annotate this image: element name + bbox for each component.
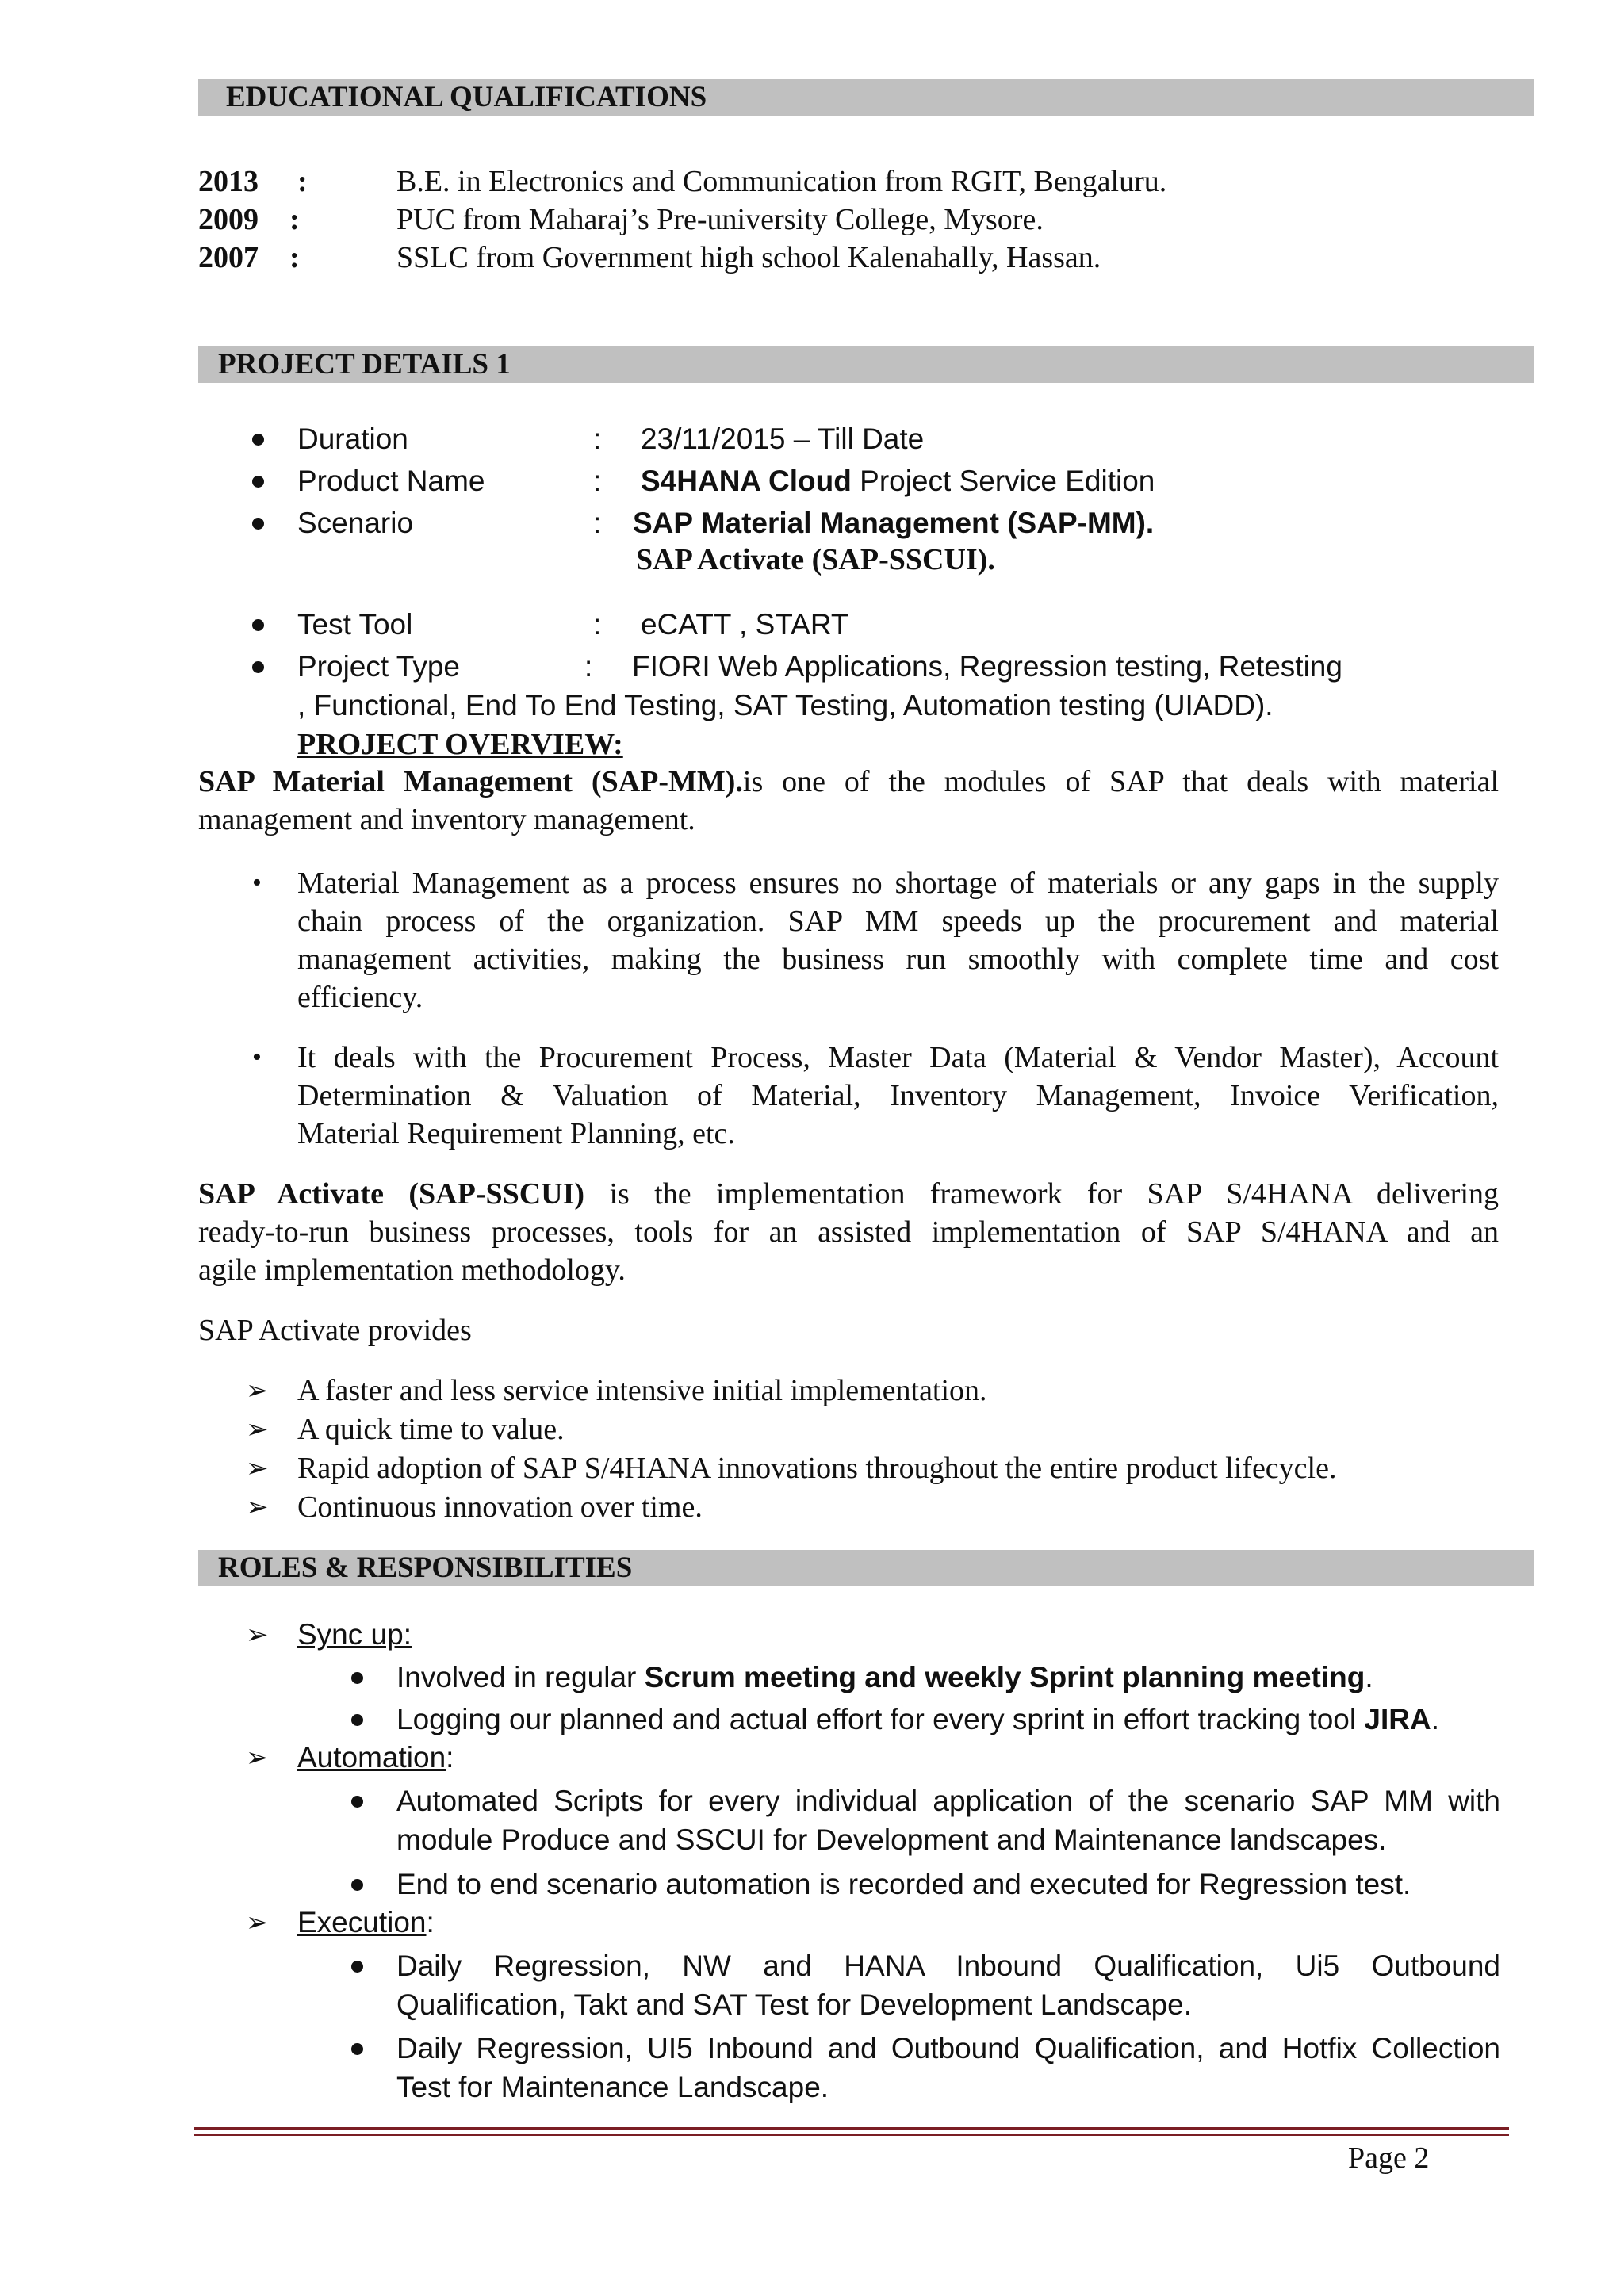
arrow-bullet-icon: ➢: [246, 1491, 269, 1523]
sync-item-1-pre: Involved in regular: [396, 1661, 645, 1693]
edu-sep: :: [289, 241, 300, 274]
sync-item-2-pre: Logging our planned and actual effort for every sprint in effort tracking tool: [396, 1703, 1365, 1735]
b1-line-2: chain process of the organization. SAP MM speeds up the procurement and material: [297, 905, 1499, 938]
scenario-label: Scenario: [297, 507, 414, 539]
product-label: Product Name: [297, 465, 485, 497]
auto-item-1-line-2: module Produce and SSCUI for Development and Maintenance landscapes.: [396, 1823, 1387, 1856]
arrow-bullet-icon: ➢: [246, 1452, 269, 1484]
product-value-bold: S4HANA Cloud: [641, 465, 852, 497]
bullet-icon: [252, 434, 264, 446]
exec-item-1-line-2: Qualification, Takt and SAT Test for Development Landscape.: [396, 1988, 1193, 2021]
bullet-icon: •: [252, 1043, 262, 1072]
b1-line-3: management activities, making the business run smoothly with complete time and cost: [297, 943, 1499, 976]
b1-line-4: efficiency.: [297, 981, 423, 1014]
page-number: Page 2: [1348, 2141, 1430, 2175]
bullet-icon: [252, 476, 264, 488]
footer-rule-thin: [194, 2134, 1509, 2136]
mm-line-2: management and inventory management.: [198, 803, 695, 836]
sync-label: Sync up:: [297, 1618, 412, 1651]
mm-line-1-rest: is one of the modules of SAP that deals with material: [742, 765, 1500, 798]
mm-line-1: [198, 763, 1499, 801]
b1-line-1: Material Management as a process ensures no shortage of materials or any gaps in the supply: [297, 867, 1499, 900]
edu-year-2013: 2013: [198, 165, 259, 198]
b2-line-2: Determination & Valuation of Material, Inventory Management, Invoice Verification,: [297, 1079, 1499, 1112]
auto-item-1-line-1: Automated Scripts for every individual application of the scenario SAP MM with: [396, 1785, 1500, 1817]
arrow-bullet-icon: ➢: [246, 1414, 269, 1445]
execution-label: Execution: [297, 1906, 427, 1938]
colon: :: [593, 507, 602, 539]
colon: :: [593, 608, 602, 641]
edu-text-2007: SSLC from Government high school Kalenahally, Hassan.: [396, 241, 1101, 274]
provides-item-4: Continuous innovation over time.: [297, 1490, 703, 1524]
project-heading: PROJECT DETAILS 1: [218, 348, 511, 381]
b2-line-1: It deals with the Procurement Process, Master Data (Material & Vendor Master), Account: [297, 1041, 1499, 1074]
overview-heading: PROJECT OVERVIEW:: [297, 728, 623, 761]
roles-heading: ROLES & RESPONSIBILITIES: [218, 1552, 633, 1584]
scenario-value-1: SAP Material Management (SAP-MM).: [633, 507, 1155, 539]
sync-item-2-bold: JIRA: [1364, 1703, 1431, 1735]
edu-text-2009: PUC from Maharaj’s Pre-university College, Mysore.: [396, 203, 1044, 236]
bullet-icon: [252, 661, 264, 673]
arrow-bullet-icon: ➢: [246, 1619, 269, 1651]
sync-item-2-post: .: [1431, 1703, 1439, 1735]
auto-item-2: End to end scenario automation is recorded and executed for Regression test.: [396, 1868, 1411, 1900]
execution-colon: :: [426, 1906, 435, 1938]
type-value-2: , Functional, End To End Testing, SAT Testing, Automation testing (UIADD).: [297, 689, 1274, 721]
edu-sep: :: [289, 203, 300, 236]
bullet-icon: •: [252, 868, 262, 897]
execution-label-line: [297, 1904, 435, 1942]
testtool-label: Test Tool: [297, 608, 413, 641]
edu-sep: :: [297, 165, 308, 198]
provides-item-2: A quick time to value.: [297, 1413, 565, 1446]
edu-year-2007: 2007: [198, 241, 259, 274]
bullet-icon: [351, 1796, 363, 1808]
activate-line-2: ready-to-run business processes, tools for an assisted implementation of SAP S/4HANA and an: [198, 1215, 1499, 1249]
type-value-1: FIORI Web Applications, Regression testing, Retesting: [632, 650, 1342, 683]
colon: :: [593, 423, 602, 455]
arrow-bullet-icon: ➢: [246, 1907, 269, 1938]
bullet-icon: [351, 1961, 363, 1973]
colon: :: [593, 465, 602, 497]
automation-label-line: [297, 1739, 454, 1777]
mm-bold: SAP Material Management (SAP-MM).: [198, 765, 743, 798]
exec-item-2-line-1: Daily Regression, UI5 Inbound and Outbound Qualification, and Hotfix Collection: [396, 2032, 1500, 2064]
activate-line-1: [198, 1175, 1499, 1213]
activate-line-3: agile implementation methodology.: [198, 1253, 626, 1287]
education-heading: EDUCATIONAL QUALIFICATIONS: [226, 81, 707, 113]
type-label: Project Type: [297, 650, 460, 683]
arrow-bullet-icon: ➢: [246, 1742, 269, 1774]
exec-item-1-line-1: Daily Regression, NW and HANA Inbound Qualification, Ui5 Outbound: [396, 1950, 1500, 1982]
bullet-icon: [252, 619, 264, 631]
edu-year-2009: 2009: [198, 203, 259, 236]
sync-item-1-bold: Scrum meeting and weekly Sprint planning meeting: [644, 1661, 1365, 1693]
bullet-icon: [252, 518, 264, 530]
bullet-icon: [351, 1879, 363, 1891]
bullet-icon: [351, 2043, 363, 2055]
edu-text-2013: B.E. in Electronics and Communication from RGIT, Bengaluru.: [396, 165, 1167, 198]
sync-item-2: [396, 1701, 1439, 1739]
bullet-icon: [351, 1714, 363, 1726]
automation-colon: :: [446, 1741, 454, 1774]
automation-label: Automation: [297, 1741, 446, 1774]
testtool-value: eCATT , START: [641, 608, 849, 641]
colon: :: [584, 650, 593, 683]
duration-label: Duration: [297, 423, 408, 455]
provides-item-3: Rapid adoption of SAP S/4HANA innovations throughout the entire product lifecycle.: [297, 1452, 1337, 1485]
arrow-bullet-icon: ➢: [246, 1375, 269, 1406]
provides-item-1: A faster and less service intensive initial implementation.: [297, 1374, 987, 1407]
activate-line-1-rest: is the implementation framework for SAP S/4HANA delivering: [609, 1177, 1500, 1211]
duration-value: 23/11/2015 – Till Date: [641, 423, 925, 455]
provides-text: SAP Activate provides: [198, 1314, 472, 1347]
b2-line-3: Material Requirement Planning, etc.: [297, 1117, 735, 1150]
sync-item-1: [396, 1659, 1373, 1697]
exec-item-2-line-2: Test for Maintenance Landscape.: [396, 2071, 829, 2103]
scenario-value-2: SAP Activate (SAP-SSCUI).: [636, 543, 995, 576]
activate-bold: SAP Activate (SAP-SSCUI): [198, 1177, 585, 1211]
bullet-icon: [351, 1672, 363, 1684]
sync-item-1-post: .: [1365, 1661, 1373, 1693]
product-value: [641, 462, 1155, 500]
footer-rule-thick: [194, 2127, 1509, 2130]
product-value-rest: Project Service Edition: [851, 465, 1155, 497]
